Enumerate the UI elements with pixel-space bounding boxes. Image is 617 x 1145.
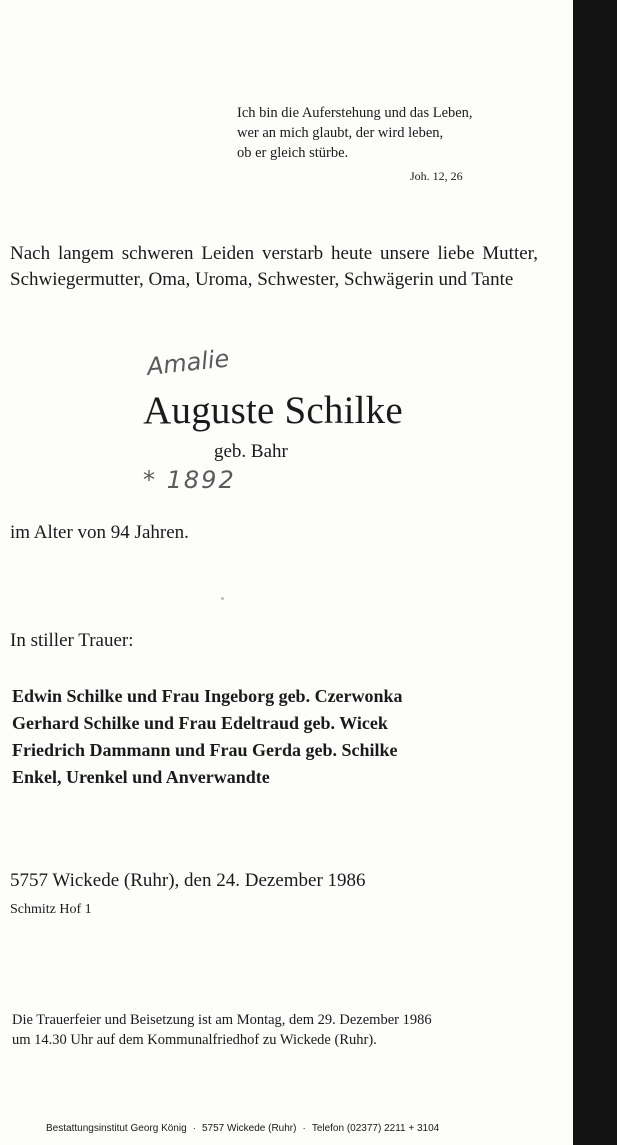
verse-reference: Joh. 12, 26 [410,169,463,183]
bible-verse [237,103,473,163]
maiden-name: geb. Bahr [214,441,288,462]
ceremony-line: um 14.30 Uhr auf dem Kommunalfriedhof zu Wickede (Ruhr). [12,1032,377,1048]
paper-speck [221,597,224,600]
black-mourning-border [573,0,617,1145]
verse-line: wer an mich glaubt, der wird leben, [237,125,444,141]
footer-separator: · [192,1123,196,1134]
mourner-line: Friedrich Dammann und Frau Gerda geb. Schilke [12,740,398,760]
mourner-line: Gerhard Schilke und Frau Edeltraud geb. Wicek [12,713,388,733]
verse-line: ob er gleich stürbe. [237,145,349,161]
funeral-home-footer [46,1123,439,1134]
place-date: 5757 Wickede (Ruhr), den 24. Dezember 1986 [10,870,366,891]
ceremony-info [12,1010,432,1050]
funeral-home-address: 5757 Wickede (Ruhr) [201,1123,297,1134]
mourning-heading: In stiller Trauer: [10,630,134,651]
mourner-line: Edwin Schilke und Frau Ingeborg geb. Czerwonka [12,686,403,706]
street-address: Schmitz Hof 1 [10,902,92,917]
funeral-home-name: Bestattungsinstitut Georg König [46,1123,187,1134]
footer-separator: · [302,1123,306,1134]
intro-text: Nach langem schweren Leiden verstarb heute unsere liebe Mutter, Schwiegermutter, Oma, Uroma, Schwester, Schwägerin und Tante [10,243,538,290]
funeral-home-phone: Telefon (02377) 2211 + 3104 [311,1123,440,1134]
age-text: im Alter von 94 Jahren. [10,522,189,543]
deceased-name: Auguste Schilke [143,389,403,432]
handwritten-birth-year: * 1892 [143,466,236,494]
mourners-list [12,683,403,791]
handwritten-first-name: Amalie [145,344,231,381]
verse-line: Ich bin die Auferstehung und das Leben, [237,105,473,121]
ceremony-line: Die Trauerfeier und Beisetzung ist am Montag, dem 29. Dezember 1986 [12,1012,432,1028]
mourner-line: Enkel, Urenkel und Anverwandte [12,767,270,787]
